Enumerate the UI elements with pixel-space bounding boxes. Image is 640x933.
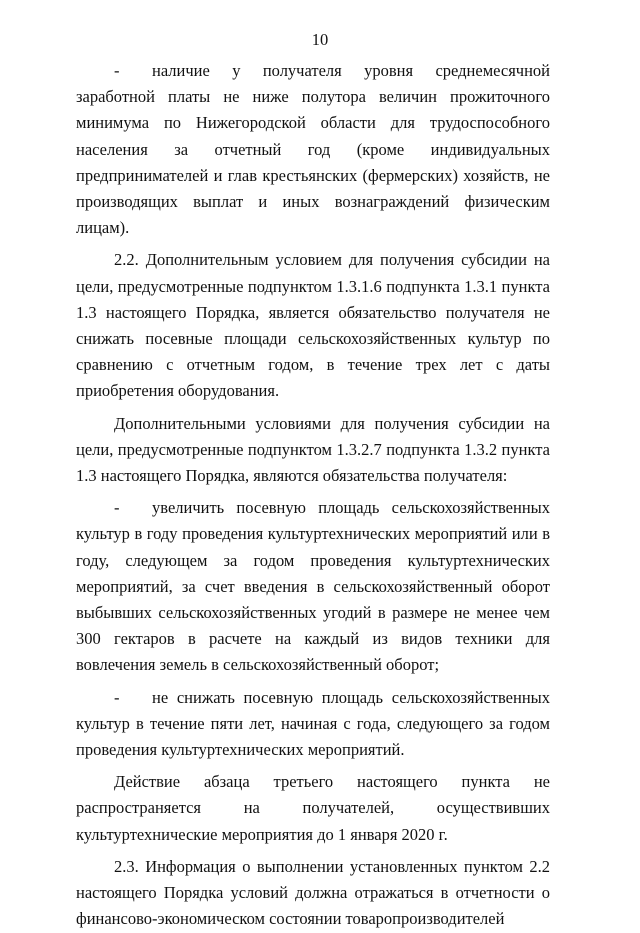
paragraph-text: Информация о выполнении установленных пунктом 2.2 настоящего Порядка условий должна отражаться в отчетности о финансово-экономическом состоянии товаропроизводителей	[76, 856, 550, 929]
paragraph-text: Действие абзаца третьего настоящего пункта не распространяется на получателей, осуществивших культуртехнические мероприятия до 1 января 2020 г.	[76, 772, 550, 844]
paragraph-clause-2-2	[76, 247, 550, 404]
paragraph-text: не снижать посевную площадь сельскохозяйственных культур в течение пяти лет, начиная с года, следующего за годом проведения культуртехнических мероприятий.	[76, 687, 550, 760]
list-dash-marker: -	[114, 687, 120, 707]
clause-number: 2.3.	[114, 856, 139, 876]
paragraph-exception	[76, 769, 550, 848]
paragraph-text: увеличить посевную площадь сельскохозяйственных культур в году проведения культуртехнических мероприятий или в году, следующем за годом проведения культуртехнических мероприятий, за счет введения в сельскохозяйственный оборот выбывших сельскохозяйственных угодий в размере не менее чем 300 гектаров в расчете на каждый из видов техники для вовлечения земель в сельскохозяйственный оборот;	[76, 498, 550, 675]
list-dash-marker: -	[114, 61, 120, 80]
paragraph-increase-area	[76, 495, 550, 678]
list-dash-marker: -	[114, 498, 120, 518]
paragraph-additional-conditions	[76, 411, 550, 490]
document-body	[76, 58, 550, 933]
clause-number: 2.2.	[114, 250, 139, 270]
paragraph-income-requirement	[76, 58, 550, 241]
paragraph-text: наличие у получателя уровня среднемесячной заработной платы не ниже полутора величин прожиточного минимума по Нижегородской области для трудоспособного населения за отчетный год (кроме индивидуальных предпринимателей и глав крестьянских (фермерских) хозяйств, не производящих выплат и иных вознаграждений физическим лицам).	[76, 61, 550, 238]
paragraph-keep-area	[76, 685, 550, 764]
page-number: 10	[311, 30, 329, 49]
paragraph-clause-2-3	[76, 854, 550, 933]
paragraph-text: Дополнительным условием для получения субсидии на цели, предусмотренные подпунктом 1.3.1.6 подпункта 1.3.1 пункта 1.3 настоящего Порядка, является обязательство получателя не снижать посевные площади сельскохозяйственных культур по сравнению с отчетным годом, в течение трех лет с даты приобретения оборудования.	[76, 250, 551, 401]
paragraph-text: Дополнительными условиями для получения субсидии на цели, предусмотренные подпунктом 1.3.2.7 подпункта 1.3.2 пункта 1.3 настоящего Порядка, являются обязательства получателя:	[76, 413, 550, 486]
